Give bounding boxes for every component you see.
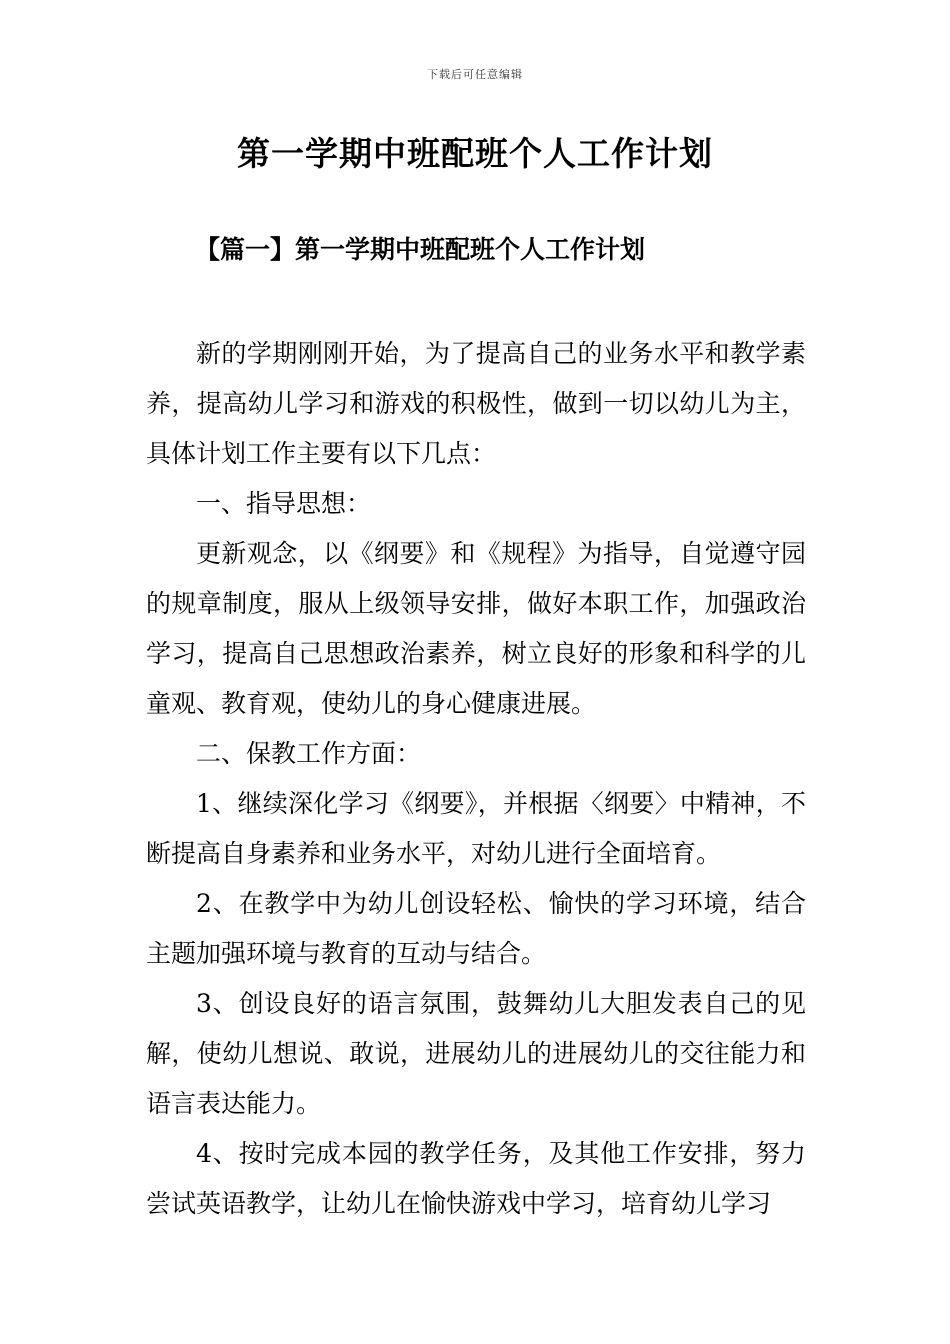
section-heading: 【篇一】第一学期中班配班个人工作计划 (195, 235, 646, 264)
paragraph-intro: 新的学期刚刚开始，为了提高自己的业务水平和教学素养，提高幼儿学习和游戏的积极性，做到一切以幼儿为主，具体计划工作主要有以下几点： (146, 339, 806, 468)
paragraph-item-4: 4、按时完成本园的教学任务，及其他工作安排，努力尝试英语教学，让幼儿在愉快游戏中学习，培育幼儿学习 (146, 1139, 806, 1218)
body-text (146, 329, 806, 1229)
paragraph-item-2: 2、在教学中为幼儿创设轻松、愉快的学习环境，结合主题加强环境与教育的互动与结合。 (146, 889, 806, 968)
paragraph-item-3: 3、创设良好的语言氛围，鼓舞幼儿大胆发表自己的见解，使幼儿想说、敢说，进展幼儿的进展幼儿的交往能力和语言表达能力。 (146, 989, 806, 1118)
header-note: 下载后可任意编辑 (427, 68, 523, 81)
heading-teaching-work: 二、保教工作方面： (196, 739, 422, 768)
paragraph-item-1: 1、继续深化学习《纲要》，并根据〈纲要〉中精神，不断提高自身素养和业务水平，对幼儿进行全面培育。 (146, 789, 806, 868)
heading-guiding-ideology: 一、指导思想： (196, 489, 372, 518)
paragraph-guiding-ideology: 更新观念，以《纲要》和《规程》为指导，自觉遵守园的规章制度，服从上级领导安排，做好本职工作，加强政治学习，提高自己思想政治素养，树立良好的形象和科学的儿童观、教育观，使幼儿的身心健康进展。 (146, 539, 806, 718)
document-title: 第一学期中班配班个人工作计划 (237, 134, 713, 173)
